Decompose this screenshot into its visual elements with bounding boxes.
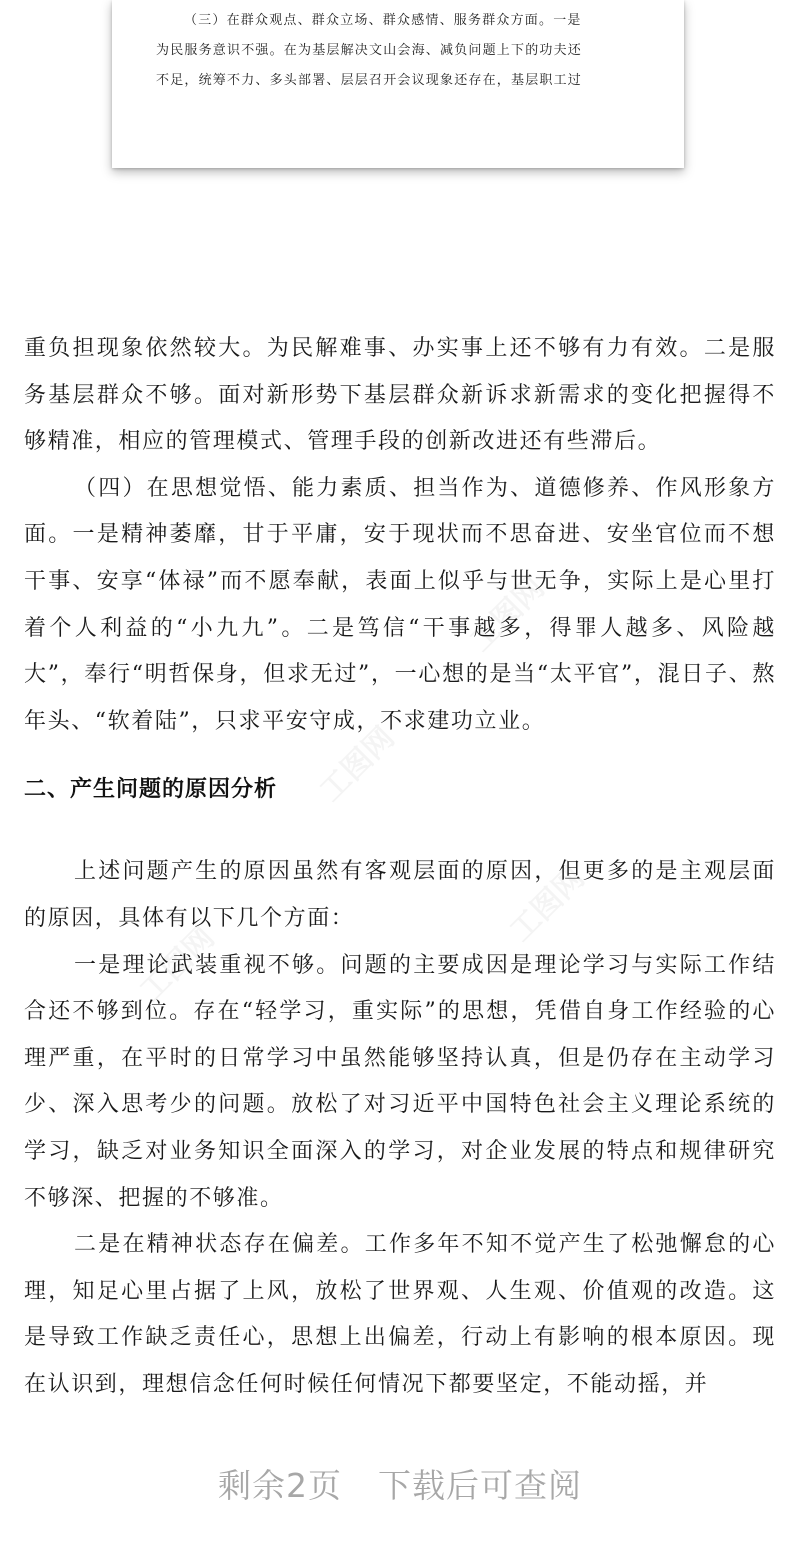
- paragraph: （四）在思想觉悟、能力素质、担当作为、道德修养、作风形象方面。一是精神萎靡，甘于平庸，安于现状而不思奋进、安坐官位而不想干事、安享“体禄”而不愿奉献，表面上似乎与世无争，实际上是心里打着个人利益的“小九九”。二是笃信“干事越多，得罪人越多、风险越大”，奉行“明哲保身，但求无过”，一心想的是当“太平官”，混日子、熬年头、“软着陆”，只求平安守成，不求建功立业。: [24, 475, 776, 734]
- preview-line: （三）在群众观点、群众立场、群众感情、服务群众方面。一是: [184, 13, 582, 28]
- document-body: [24, 326, 776, 1408]
- remaining-pages-label: 剩余2页: [218, 1466, 342, 1505]
- section-heading: 二、产生问题的原因分析: [24, 777, 278, 803]
- paragraph: 一是理论武装重视不够。问题的主要成因是理论学习与实际工作结合还不够到位。存在“轻学习，重实际”的思想，凭借自身工作经验的心理严重，在平时的日常学习中虽然能够坚持认真，但是仍存在主动学习少、深入思考少的问题。放松了对习近平中国特色社会主义理论系统的学习，缺乏对业务知识全面深入的学习，对企业发展的特点和规律研究不够深、把握的不够准。: [24, 952, 776, 1211]
- preview-page-card: [112, 0, 684, 168]
- download-hint-label: 下载后可查阅: [378, 1466, 582, 1505]
- paragraph: 重负担现象依然较大。为民解难事、办实事上还不够有力有效。二是服务基层群众不够。面对新形势下基层群众新诉求新需求的变化把握得不够精准，相应的管理模式、管理手段的创新改进还有些滞后。: [24, 336, 776, 455]
- preview-line: 不足，统筹不力、多头部署、层层召开会议现象还存在，基层职工过: [156, 73, 583, 88]
- download-prompt[interactable]: [0, 1460, 800, 1507]
- paragraph: 上述问题产生的原因虽然有客观层面的原因，但更多的是主观层面的原因，具体有以下几个方面：: [24, 859, 776, 931]
- preview-line: 为民服务意识不强。在为基层解决文山会海、减负问题上下的功夫还: [156, 43, 583, 58]
- paragraph: 二是在精神状态存在偏差。工作多年不知不觉产生了松弛懈怠的心理，知足心里占据了上风，放松了世界观、人生观、价值观的改造。这是导致工作缺乏责任心，思想上出偏差，行动上有影响的根本原因。现在认识到，理想信念任何时候任何情况下都要坚定，不能动摇，并: [24, 1232, 776, 1397]
